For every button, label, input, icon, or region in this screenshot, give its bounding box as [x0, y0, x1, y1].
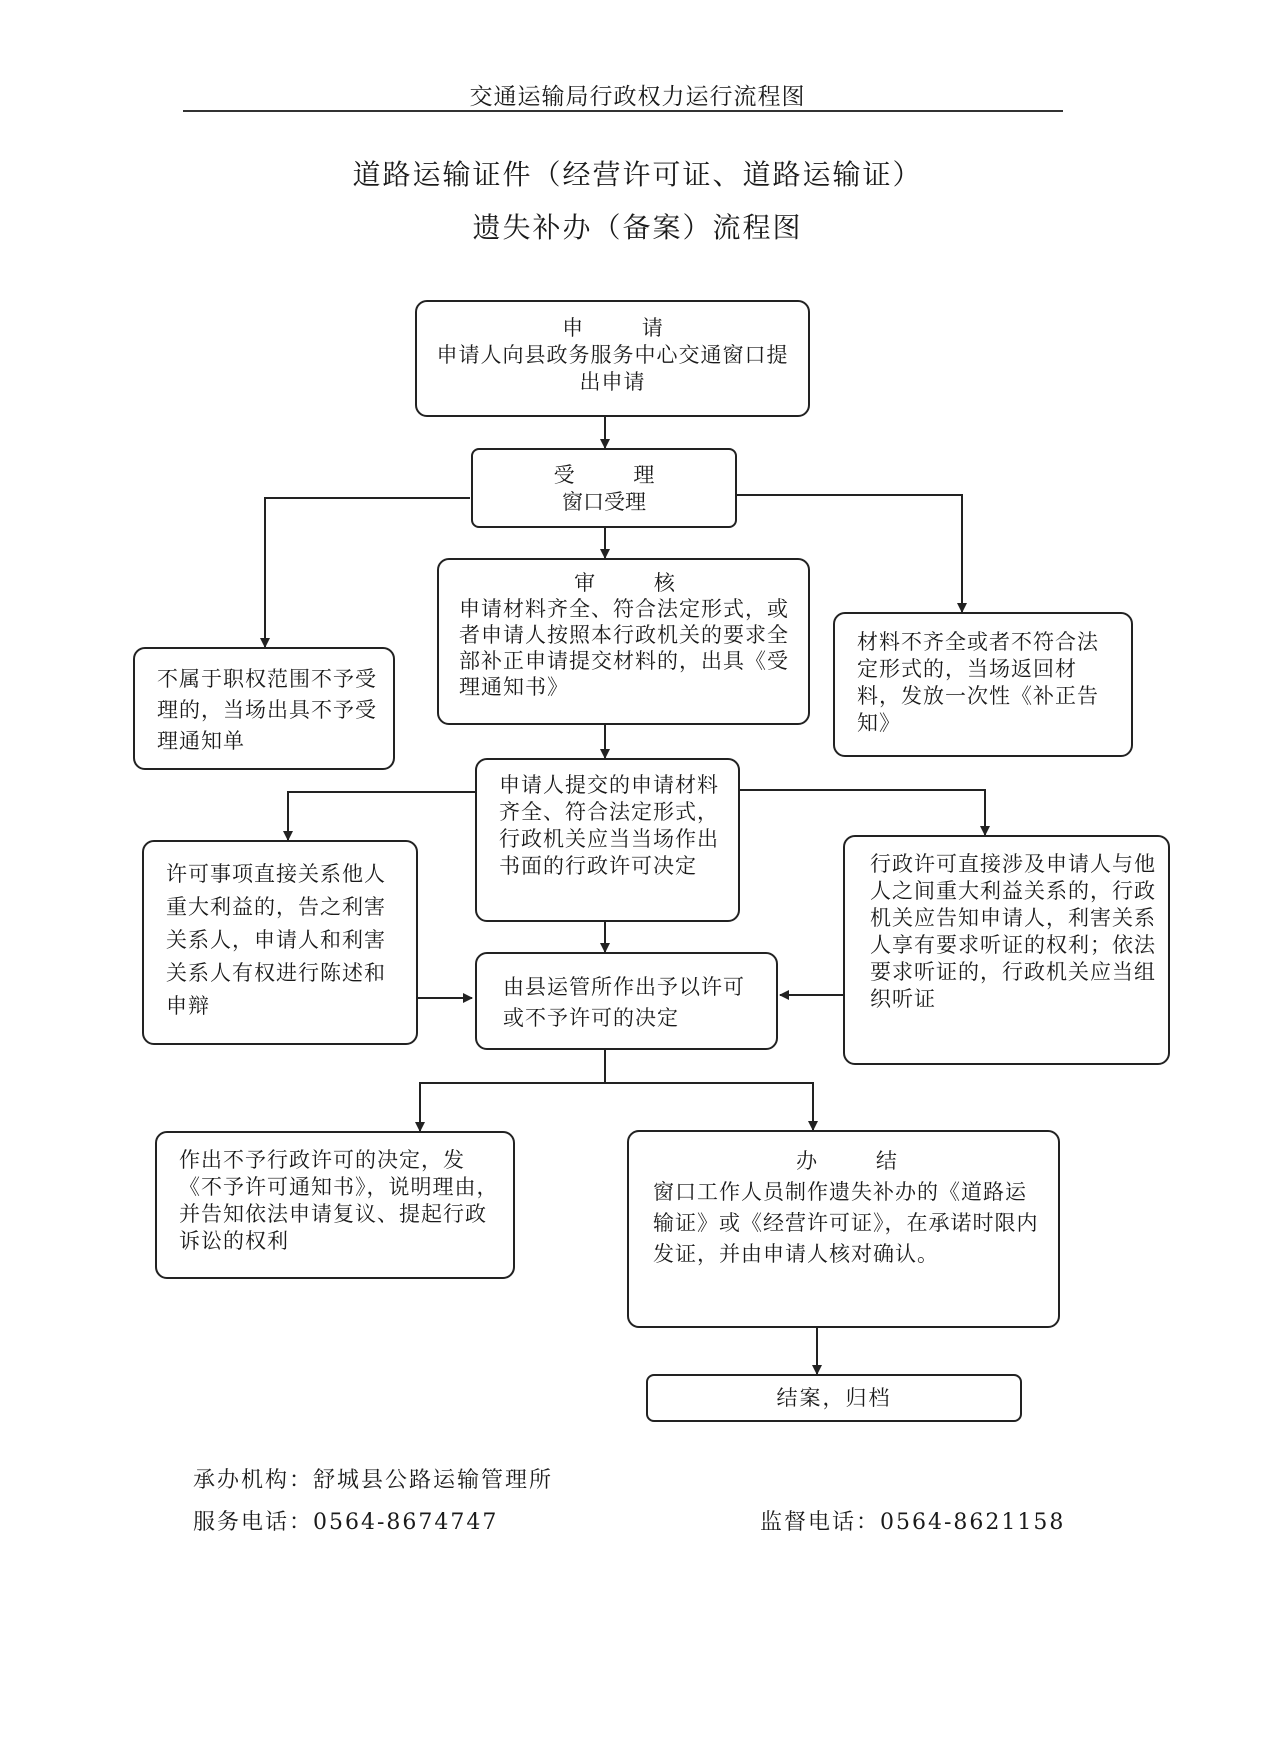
node-archive-text: 结案，归档: [776, 1386, 892, 1410]
arrow-onsite-to-thirdparty: [288, 792, 475, 840]
doc-title-line1: 道路运输证件（经营许可证、道路运输证）: [352, 158, 923, 191]
node-on-site-text: 申请人提交的申请材料齐全、符合法定形式，行政机关应当当场作出书面的行政许可决定: [499, 773, 719, 878]
node-review-text: 申请材料齐全、符合法定形式，或者申请人按照本行政机关的要求全部补正申请提交材料的，出具《受理通知书》: [459, 597, 789, 699]
doc-title-line2: 遗失补办（备案）流程图: [472, 211, 803, 244]
node-apply-text: 申请人向县政务服务中心交通窗口提出申请: [436, 343, 789, 394]
node-deny: [155, 1131, 515, 1279]
footer-service-phone: 服务电话：0564-8674747: [193, 1510, 499, 1535]
page-header: 交通运输局行政权力运行流程图: [469, 84, 806, 110]
node-accept-text: 窗口受理: [562, 490, 646, 514]
node-on-site: [475, 758, 740, 922]
node-incomplete: [833, 612, 1133, 757]
node-hearing: [843, 835, 1170, 1065]
node-review-title: 审 核: [574, 571, 701, 595]
node-third-party: [142, 840, 418, 1045]
node-complete-text: 窗口工作人员制作遗失补办的《道路运输证》或《经营许可证》，在承诺时限内发证，并由申请人核对确认。: [653, 1180, 1039, 1266]
arrow-decision-to-complete: [605, 1083, 813, 1130]
footer-agency: 承办机构：舒城县公路运输管理所: [193, 1468, 554, 1493]
node-hearing-text: 行政许可直接涉及申请人与他人之间重大利益关系的，行政机关应告知申请人，利害关系人享有要求听证的权利；依法要求听证的，行政机关应当组织听证: [870, 852, 1156, 1011]
node-complete-title: 办 结: [796, 1149, 923, 1173]
node-accept-title: 受 理: [553, 463, 681, 487]
node-third-party-text: 许可事项直接关系他人重大利益的，告之利害关系人，申请人和利害关系人有权进行陈述和申辩: [166, 862, 386, 1018]
node-complete: [627, 1130, 1060, 1328]
node-reject-scope: [133, 647, 395, 770]
node-incomplete-text: 材料不齐全或者不符合法定形式的，当场返回材料，发放一次性《补正告知》: [857, 630, 1099, 735]
node-accept: [471, 448, 737, 528]
footer-supervise-phone: 监督电话：0564-8621158: [760, 1510, 1066, 1535]
node-decision: [475, 952, 778, 1050]
node-decision-text: 由县运管所作出予以许可或不予许可的决定: [503, 975, 745, 1030]
node-reject-scope-text: 不属于职权范围不予受理的，当场出具不予受理通知单: [157, 667, 377, 753]
node-archive: [646, 1374, 1022, 1422]
node-apply: [415, 300, 810, 417]
node-review: [437, 558, 810, 725]
arrow-decision-to-deny: [420, 1083, 605, 1131]
node-deny-text: 作出不予行政许可的决定，发《不予许可通知书》，说明理由，并告知依法申请复议、提起行政诉讼的权利: [179, 1148, 499, 1253]
node-apply-title: 申 请: [562, 316, 689, 340]
arrow-onsite-to-hearing: [740, 790, 985, 835]
